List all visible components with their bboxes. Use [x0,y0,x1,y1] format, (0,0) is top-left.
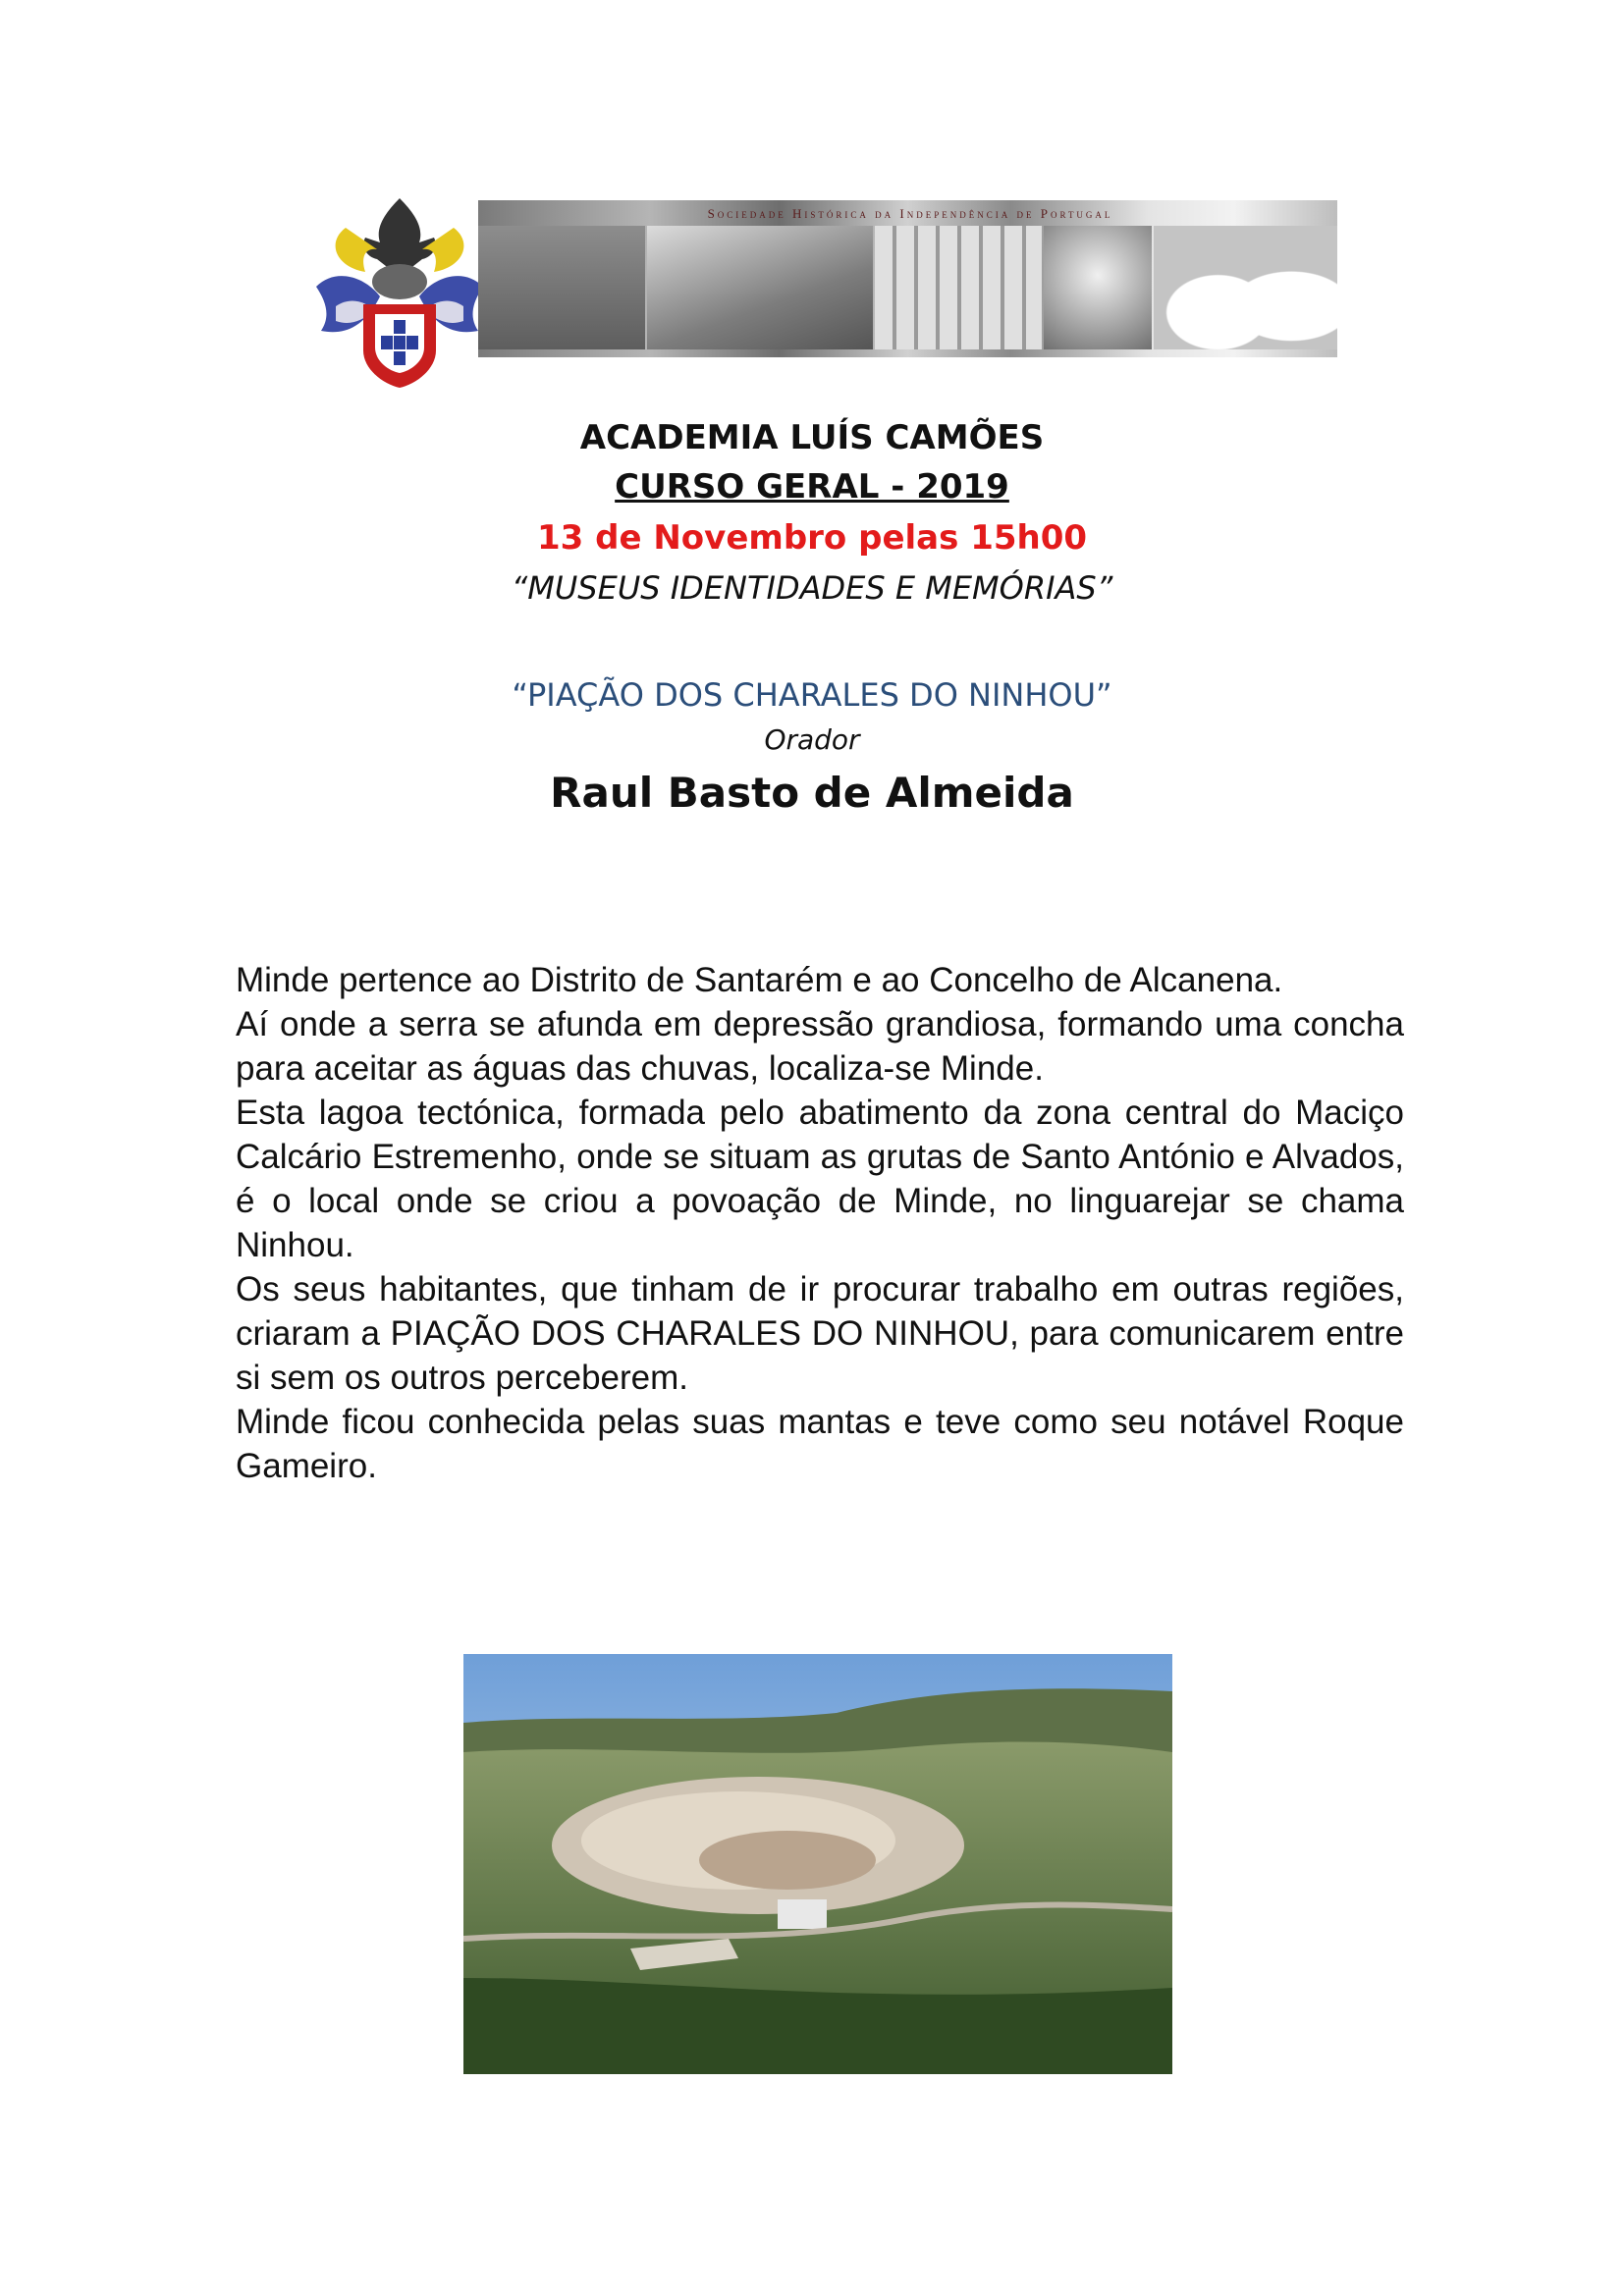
minde-village-photo [463,1654,1172,2074]
academy-title: ACADEMIA LUÍS CAMÕES [579,418,1045,457]
paragraph: Os seus habitantes, que tinham de ir procurar trabalho em outras regiões, criaram a PIAÇÃO DOS CHARALES DO NINHOU, para comunicarem entre si sem os outros perceberem. [236,1270,1404,1397]
course-title: CURSO GERAL - 2019 [615,467,1009,507]
banner-panel-chimneys [1154,226,1337,349]
speaker-label: Orador [764,723,860,756]
speaker-name: Raul Basto de Almeida [550,769,1074,817]
course-theme: “MUSEUS IDENTIDADES E MEMÓRIAS” [511,569,1113,607]
paragraph: Aí onde a serra se afunda em depressão grandiosa, formando uma concha para aceitar as águas das chuvas, localiza-se Minde. [236,1005,1404,1088]
banner-panel-window [1044,226,1152,349]
lecture-title: “PIAÇÃO DOS CHARALES DO NINHOU” [512,676,1112,714]
paragraph: Minde ficou conhecida pelas suas mantas e teve como seu notável Roque Gameiro. [236,1403,1404,1485]
paragraph: Esta lagoa tectónica, formada pelo abatimento da zona central do Maciço Calcário Estremenho, onde se situam as grutas de Santo António e Alvados, é o local onde se criou a povoação de Minde, no linguarejar se chama Ninhou. [236,1094,1404,1264]
coat-of-arms-icon [306,188,493,390]
banner-panel-courtyard [647,226,873,349]
header-banner [306,188,1337,390]
banner-panel-facade [875,226,1042,349]
body-text [236,958,1404,1488]
title-block [0,414,1624,825]
banner-panel-interior [478,226,645,349]
paragraph: Minde pertence ao Distrito de Santarém e ao Concelho de Alcanena. [236,961,1283,999]
event-date: 13 de Novembro pelas 15h00 [536,518,1088,558]
banner-society-name: Sociedade Histórica da Independência de Portugal [707,206,1113,221]
banner-photo-strip [478,200,1337,357]
